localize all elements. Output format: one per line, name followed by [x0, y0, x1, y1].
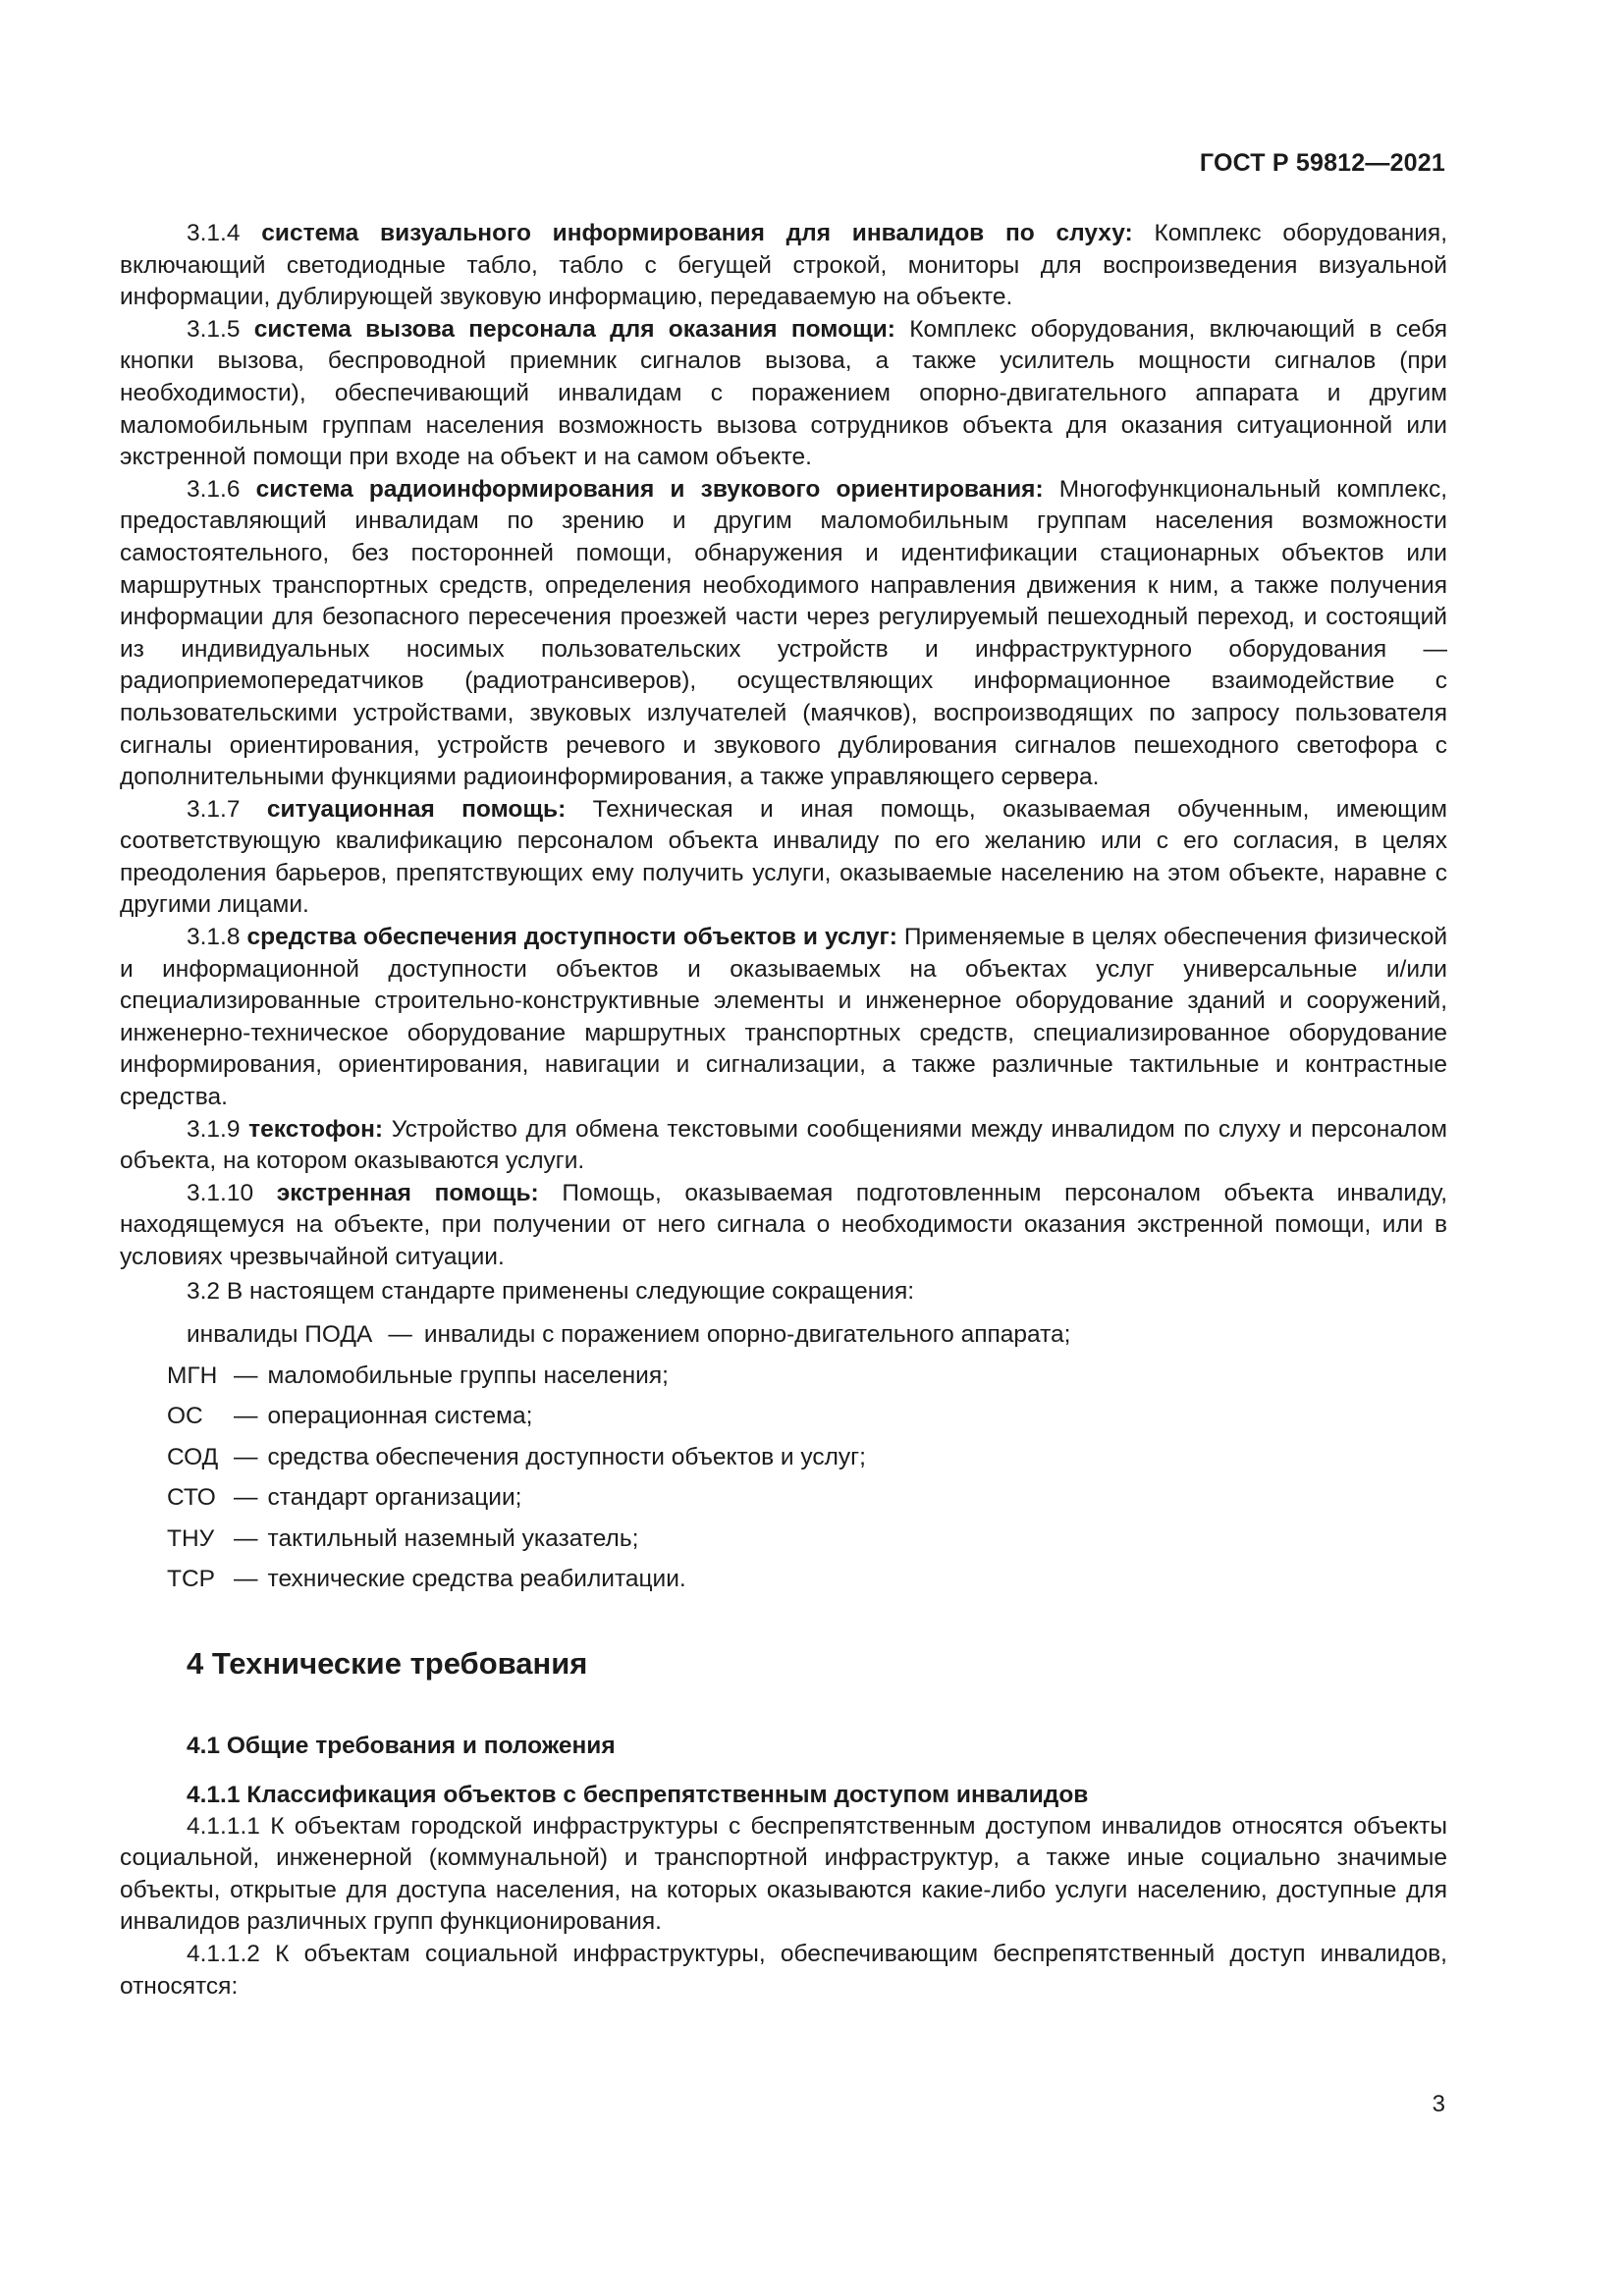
abbreviation-term: СТО	[167, 1484, 216, 1512]
abbreviation-row	[120, 1482, 1447, 1523]
definition-3-1-8	[120, 922, 1447, 1114]
abbreviation-dash: —	[234, 1484, 258, 1512]
abbreviation-meaning: средства обеспечения доступности объектов и услуг;	[267, 1443, 866, 1470]
abbreviation-term: инвалиды ПОДА	[187, 1321, 373, 1349]
abbreviation-dash: —	[234, 1566, 258, 1593]
standard-id-header: ГОСТ Р 59812—2021	[1199, 149, 1445, 177]
definition-3-1-7	[120, 794, 1447, 922]
abbreviations-intro: 3.2 В настоящем стандарте применены следующие сокращения:	[187, 1277, 915, 1305]
abbreviation-meaning: технические средства реабилитации.	[267, 1566, 686, 1593]
abbreviation-row	[120, 1442, 1447, 1483]
section-4-title: 4 Технические требования	[187, 1645, 588, 1681]
abbreviation-row	[120, 1361, 1447, 1402]
definition-3-1-6	[120, 474, 1447, 794]
definition-number: 3.1.6	[187, 475, 241, 503]
abbreviation-dash: —	[234, 1443, 258, 1470]
abbreviation-row	[120, 1564, 1447, 1605]
definition-term: экстренная помощь:	[276, 1179, 539, 1206]
definition-term: средства обеспечения доступности объектов и услуг:	[246, 924, 897, 951]
paragraph-4-1-1-2: 4.1.1.2 К объектам социальной инфраструктуры, обеспечивающим беспрепятственный доступ инвалидов, относятся:	[120, 1941, 1447, 2000]
definition-number: 3.1.5	[187, 315, 241, 343]
definition-text: Применяемые в целях обеспечения физической и информационной доступности объектов и оказываемых на объектах услуг универсальные и/или специализированные строительно-конструктивные элементы и инженерное оборудование зданий и сооружений, инженерно-техническое оборудование маршрутных транспортных средств, специализированное оборудование информирования, ориентирования, навигации и сигнализации, а также различные тактильные и контрастные средства.	[120, 924, 1448, 1111]
abbreviation-meaning: инвалиды с поражением опорно-двигательного аппарата;	[423, 1321, 1071, 1349]
definition-text: Комплекс оборудования, включающий светодиодные табло, табло с бегущей строкой, мониторы для воспроизведения визуальной информации, дублирующей звуковую информацию, передаваемую на объекте.	[120, 220, 1448, 311]
abbreviation-term: ОС	[167, 1403, 203, 1430]
section-4-1-title: 4.1 Общие требования и положения	[187, 1732, 616, 1759]
abbreviation-term: ТНУ	[167, 1524, 215, 1552]
abbreviation-row	[120, 1523, 1447, 1565]
definition-3-1-10	[120, 1178, 1447, 1274]
definition-number: 3.1.9	[187, 1115, 241, 1143]
abbreviations-list	[120, 1319, 1447, 1605]
abbreviation-meaning: маломобильные группы населения;	[267, 1362, 669, 1389]
abbreviation-dash: —	[234, 1524, 258, 1552]
definition-3-1-9	[120, 1114, 1447, 1178]
page-number: 3	[1432, 2091, 1445, 2117]
abbreviation-meaning: операционная система;	[267, 1403, 533, 1430]
definition-text: Комплекс оборудования, включающий в себя кнопки вызова, беспроводной приемник сигналов вызова, а также усилитель мощности сигналов (при необходимости), обеспечивающий инвалидам с поражением опорно-двигательного аппарата и другим маломобильным группам населения возможность вызова сотрудников объекта для оказания ситуационной или экстренной помощи при входе на объект и на самом объекте.	[120, 315, 1447, 471]
definition-term: ситуационная помощь:	[266, 795, 567, 823]
definition-term: система визуального информирования для инвалидов по слуху:	[261, 220, 1133, 246]
definition-text: Устройство для обмена текстовыми сообщениями между инвалидом по слуху и персоналом объекта, на котором оказываются услуги.	[120, 1115, 1447, 1175]
definition-term: система радиоинформирования и звукового ориентирования:	[255, 475, 1044, 503]
definition-number: 3.1.4	[187, 220, 241, 246]
definition-text: Многофункциональный комплекс, предоставляющий инвалидам по зрению и другим маломобильным группам населения возможности самостоятельного, без посторонней помощи, обнаружения и идентификации стационарных объектов или маршрутных транспортных средств, определения необходимого направления движения к ним, а также получения информации для безопасного пересечения проезжей части через регулируемый пешеходный переход, и состоящий из индивидуальных носимых пользовательских устройств и инфраструктурного оборудования — радиоприемопередатчиков (радиотрансиверов), осуществляющих информационное взаимодействие с пользовательскими устройствами, звуковых излучателей (маячков), воспроизводящих по запросу пользователя сигналы ориентирования, устройств речевого и звукового дублирования сигналов пешеходного светофора с дополнительными функциями радиоинформирования, а также управляющего сервера.	[120, 475, 1447, 791]
abbreviation-term: ТСР	[167, 1566, 215, 1593]
definition-number: 3.1.10	[187, 1179, 254, 1206]
abbreviation-row	[120, 1319, 1447, 1361]
definition-term: текстофон:	[248, 1115, 384, 1143]
definition-text: Помощь, оказываемая подготовленным персоналом объекта инвалиду, находящемуся на объекте, при получении от него сигнала о необходимости оказания экстренной помощи, или в условиях чрезвычайной ситуации.	[120, 1179, 1448, 1270]
abbreviation-dash: —	[234, 1403, 258, 1430]
definition-3-1-4	[120, 218, 1447, 314]
abbreviation-term: СОД	[167, 1443, 219, 1470]
definition-term: система вызова персонала для оказания помощи:	[253, 315, 895, 343]
abbreviation-row	[120, 1401, 1447, 1442]
abbreviation-term: МГН	[167, 1362, 218, 1389]
definition-number: 3.1.7	[187, 795, 241, 823]
abbreviation-meaning: стандарт организации;	[267, 1484, 522, 1512]
abbreviation-dash: —	[234, 1362, 258, 1389]
definition-number: 3.1.8	[187, 924, 241, 951]
abbreviation-meaning: тактильный наземный указатель;	[267, 1524, 639, 1552]
definition-3-1-5	[120, 314, 1447, 474]
paragraph-4-1-1-1: 4.1.1.1 К объектам городской инфраструктуры с беспрепятственным доступом инвалидов относятся объекты социальной, инженерной (коммунальной) и транспортной инфраструктур, а также иные социально значимые объекты, открытые для доступа населения, на которых оказываются какие-либо услуги населению, доступные для инвалидов различных групп функционирования.	[120, 1812, 1447, 1936]
definition-text: Техническая и иная помощь, оказываемая обученным, имеющим соответствующую квалификацию персоналом объекта инвалиду по его желанию или с его согласия, в целях преодоления барьеров, препятствующих ему получить услуги, оказываемые населению на этом объекте, наравне с другими лицами.	[120, 795, 1447, 919]
section-4-1-1-title: 4.1.1 Классификация объектов с беспрепятственным доступом инвалидов	[187, 1781, 1089, 1808]
abbreviation-dash: —	[388, 1321, 412, 1349]
page-content	[120, 218, 1447, 2002]
